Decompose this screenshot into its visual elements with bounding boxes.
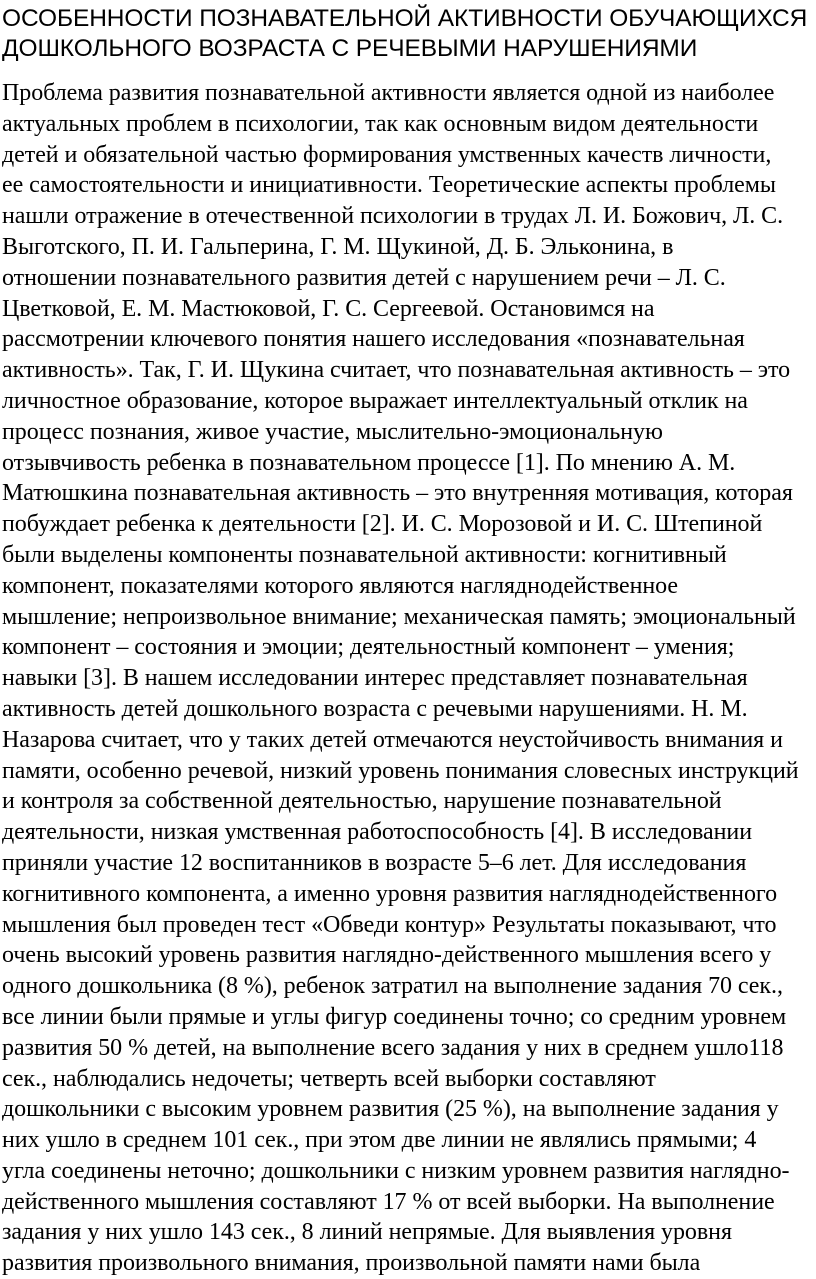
- document-title: [2, 4, 814, 64]
- body-line: все линии были прямые и углы фигур соединены точно; со средним уровнем: [2, 1003, 787, 1030]
- body-line: побуждает ребенка к деятельности [2]. И. С. Морозовой и И. С. Штепиной: [2, 511, 763, 538]
- body-line: ее самостоятельности и инициативности. Теоретические аспекты проблемы: [2, 172, 776, 199]
- body-line: компонент, показателями которого являются нагляднодейственное: [2, 572, 679, 599]
- body-line: нашли отражение в отечественной психологии в трудах Л. И. Божович, Л. С.: [2, 203, 784, 230]
- body-line: памяти, особенно речевой, низкий уровень понимания словесных инструкций: [2, 757, 799, 784]
- body-line: приняли участие 12 воспитанников в возрасте 5–6 лет. Для исследования: [2, 849, 747, 876]
- body-line: деятельности, низкая умственная работоспособность [4]. В исследовании: [2, 819, 752, 846]
- body-line: Матюшкина познавательная активность – это внутренняя мотивация, которая: [2, 480, 793, 507]
- body-line: мышление; непроизвольное внимание; механическая память; эмоциональный: [2, 603, 796, 630]
- body-line: Цветковой, Е. М. Мастюковой, Г. С. Сергеевой. Остановимся на: [2, 295, 655, 322]
- body-line: сек., наблюдались недочеты; четверть всей выборки составляют: [2, 1065, 656, 1092]
- body-line: и контроля за собственной деятельностью, нарушение познавательной: [2, 788, 722, 815]
- body-paragraph: [2, 78, 814, 1279]
- body-line: компонент – состояния и эмоции; деятельностный компонент – умения;: [2, 634, 735, 661]
- body-line: мышления был проведен тест «Обведи контур» Результаты показывают, что: [2, 911, 777, 938]
- body-line: когнитивного компонента, а именно уровня развития нагляднодейственного: [2, 880, 778, 907]
- body-line: задания у них ушло 143 сек., 8 линий непрямые. Для выявления уровня: [2, 1219, 732, 1246]
- title-line: ДОШКОЛЬНОГО ВОЗРАСТА С РЕЧЕВЫМИ НАРУШЕНИЯМИ: [2, 35, 698, 62]
- body-line: личностное образование, которое выражает интеллектуальный отклик на: [2, 387, 748, 414]
- body-line: них ушло в среднем 101 сек., при этом две линии не являлись прямыми; 4: [2, 1127, 757, 1154]
- body-line: Выготского, П. И. Гальперина, Г. М. Щукиной, Д. Б. Эльконина, в: [2, 233, 674, 260]
- body-line: действенного мышления составляют 17 % от всей выборки. На выполнение: [2, 1188, 775, 1215]
- body-line: отзывчивость ребенка в познавательном процессе [1]. По мнению А. М.: [2, 449, 736, 476]
- body-line: развития 50 % детей, на выполнение всего задания у них в среднем ушло118: [2, 1034, 784, 1061]
- body-line: детей и обязательной частью формирования умственных качеств личности,: [2, 141, 772, 168]
- body-line: активность детей дошкольного возраста с речевыми нарушениями. Н. М.: [2, 695, 748, 722]
- body-line: Проблема развития познавательной активности является одной из наиболее: [2, 80, 775, 106]
- body-line: дошкольники с высоким уровнем развития (25 %), на выполнение задания у: [2, 1096, 779, 1123]
- body-line: развития произвольного внимания, произвольной памяти нами была: [2, 1250, 701, 1277]
- body-line: одного дошкольника (8 %), ребенок затратил на выполнение задания 70 сек.,: [2, 973, 783, 1000]
- body-line: Назарова считает, что у таких детей отмечаются неустойчивость внимания и: [2, 726, 783, 753]
- title-line: ОСОБЕННОСТИ ПОЗНАВАТЕЛЬНОЙ АКТИВНОСТИ ОБУЧАЮЩИХСЯ: [2, 5, 808, 32]
- body-line: угла соединены неточно; дошкольники с низким уровнем развития наглядно-: [2, 1157, 790, 1184]
- body-line: актуальных проблем в психологии, так как основным видом деятельности: [2, 110, 759, 137]
- body-line: отношении познавательного развития детей с нарушением речи – Л. С.: [2, 264, 726, 291]
- body-line: активность». Так, Г. И. Щукина считает, что познавательная активность – это: [2, 357, 791, 384]
- body-line: были выделены компоненты познавательной активности: когнитивный: [2, 541, 727, 568]
- body-line: очень высокий уровень развития наглядно-действенного мышления всего у: [2, 942, 772, 969]
- body-line: процесс познания, живое участие, мыслительно-эмоциональную: [2, 418, 663, 445]
- body-line: навыки [3]. В нашем исследовании интерес представляет познавательная: [2, 665, 748, 692]
- body-line: рассмотрении ключевого понятия нашего исследования «познавательная: [2, 326, 745, 353]
